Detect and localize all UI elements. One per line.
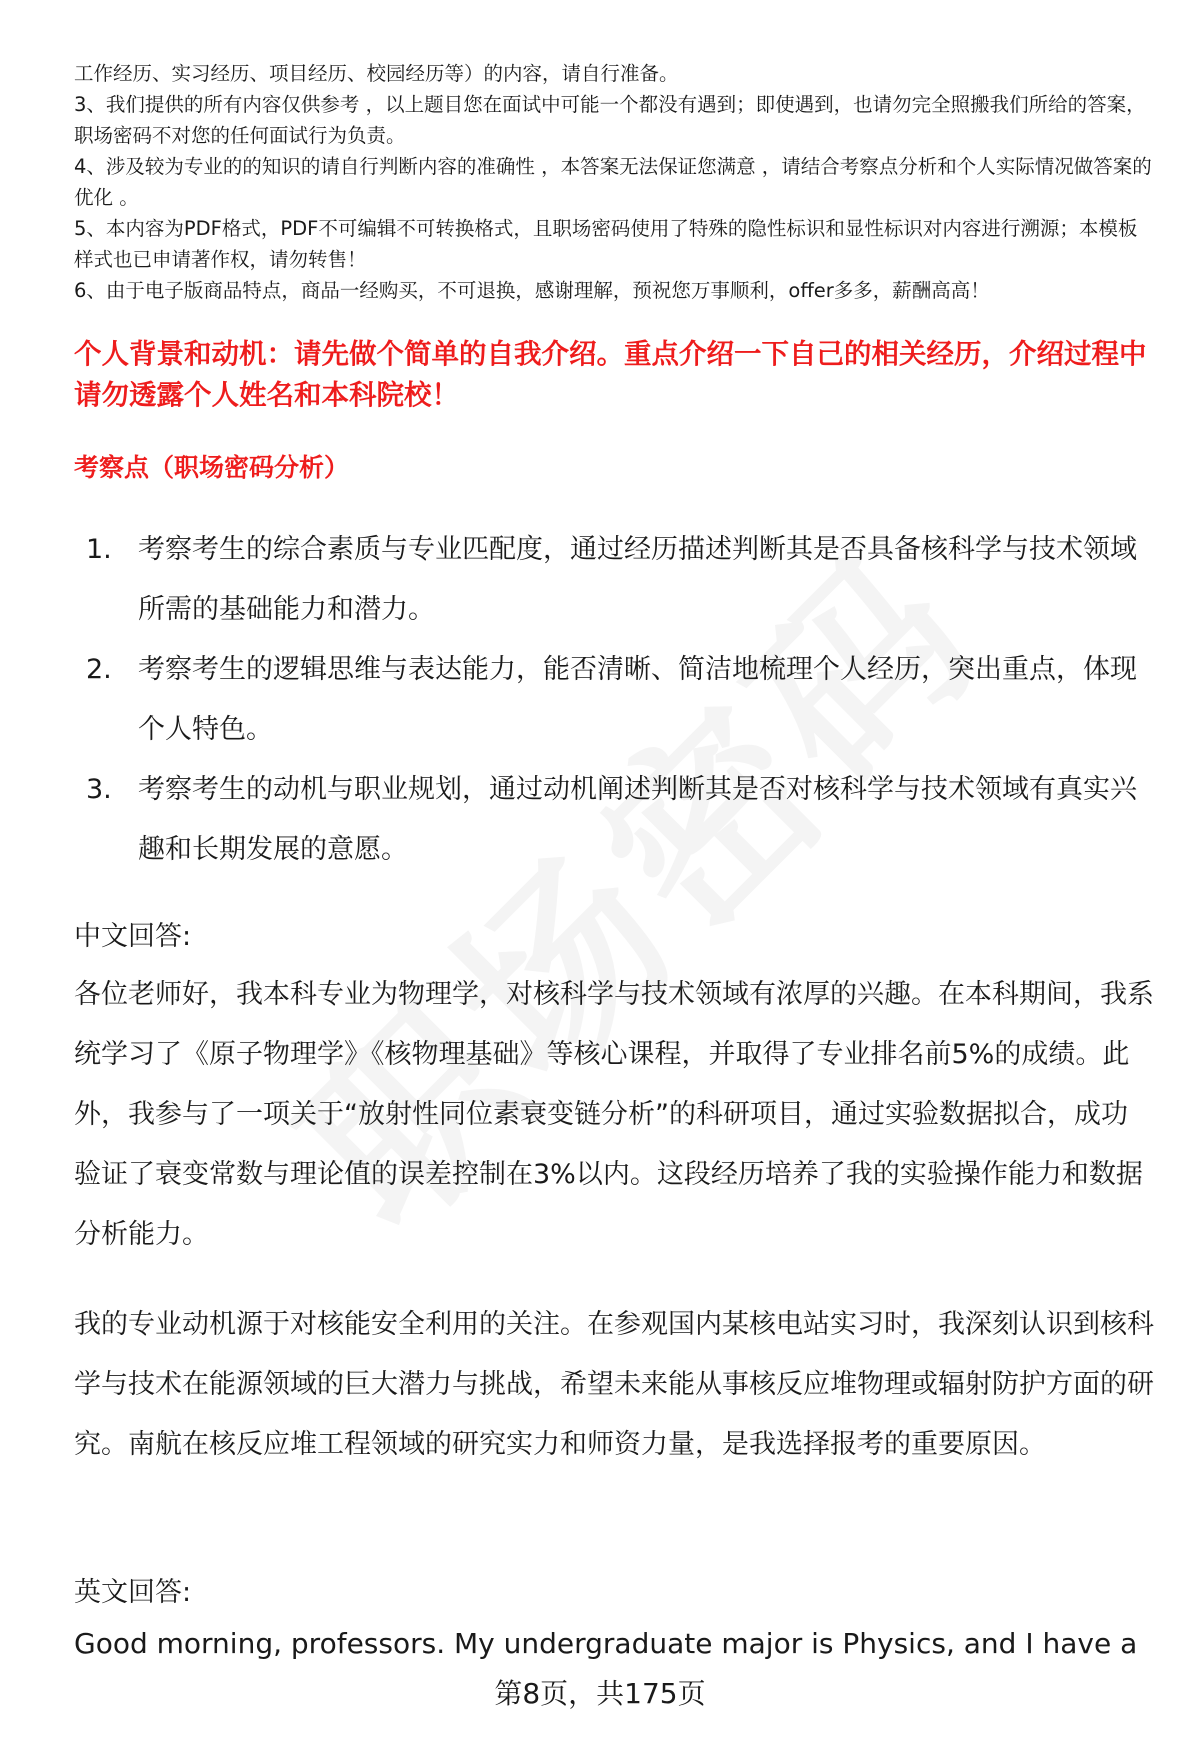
analysis-point bbox=[74, 520, 1154, 640]
analysis-title: 考察点（职场密码分析） bbox=[74, 453, 350, 482]
analysis-point bbox=[74, 760, 1154, 880]
page-number: 第8页，共175页 bbox=[494, 1677, 706, 1710]
notice-item: 3、我们提供的所有内容仅供参考 ，以上题目您在面试中可能一个都没有遇到；即使遇到，也请勿完全照搬我们所给的答案，职场密码不对您的任何面试行为负责。 bbox=[74, 93, 1146, 147]
point-text: 考察考生的动机与职业规划，通过动机阐述判断其是否对核科学与技术领域有真实兴趣和长期发展的意愿。 bbox=[138, 774, 1137, 865]
point-text: 考察考生的逻辑思维与表达能力，能否清晰、简洁地梳理个人经历，突出重点，体现个人特色。 bbox=[138, 654, 1137, 745]
notice-list bbox=[74, 58, 1154, 306]
chinese-answer-label: 中文回答: bbox=[74, 921, 192, 952]
chinese-answer-paragraph: 我的专业动机源于对核能安全利用的关注。在参观国内某核电站实习时，我深刻认识到核科学与技术在能源领域的巨大潜力与挑战，希望未来能从事核反应堆物理或辐射防护方面的研究。南航在核反应堆工程领域的研究实力和师资力量，是我选择报考的重要原因。 bbox=[74, 1309, 1154, 1460]
question-title: 个人背景和动机：请先做个简单的自我介绍。重点介绍一下自己的相关经历，介绍过程中请勿透露个人姓名和本科院校！ bbox=[74, 338, 1147, 411]
analysis-points bbox=[74, 520, 1154, 880]
analysis-point bbox=[74, 640, 1154, 760]
english-answer-text: Good morning, professors. My undergraduate major is Physics, and I have a bbox=[74, 1627, 1138, 1660]
notice-item: 工作经历、实习经历、项目经历、校园经历等）的内容，请自行准备。 bbox=[74, 62, 679, 85]
point-number: 2. bbox=[86, 654, 112, 685]
english-answer-label: 英文回答: bbox=[74, 1577, 192, 1608]
notice-item: 5、本内容为PDF格式，PDF不可编辑不可转换格式，且职场密码使用了特殊的隐性标识和显性标识对内容进行溯源；本模板样式也已申请著作权，请勿转售！ bbox=[74, 217, 1138, 271]
point-number: 3. bbox=[86, 774, 112, 805]
point-number: 1. bbox=[86, 534, 112, 565]
point-text: 考察考生的综合素质与专业匹配度，通过经历描述判断其是否具备核科学与技术领域所需的基础能力和潜力。 bbox=[138, 534, 1137, 625]
notice-item: 4、涉及较为专业的的知识的请自行判断内容的准确性 ，本答案无法保证您满意 ，请结合考察点分析和个人实际情况做答案的优化 。 bbox=[74, 155, 1152, 209]
notice-item: 6、由于电子版商品特点，商品一经购买，不可退换，感谢理解，预祝您万事顺利，offer多多，薪酬高高！ bbox=[74, 279, 990, 302]
chinese-answer-paragraph: 各位老师好，我本科专业为物理学，对核科学与技术领域有浓厚的兴趣。在本科期间，我系统学习了《原子物理学》《核物理基础》等核心课程，并取得了专业排名前5%的成绩。此外，我参与了一项关于“放射性同位素衰变链分析”的科研项目，通过实验数据拟合，成功验证了衰变常数与理论值的误差控制在3%以内。这段经历培养了我的实验操作能力和数据分析能力。 bbox=[74, 979, 1154, 1250]
